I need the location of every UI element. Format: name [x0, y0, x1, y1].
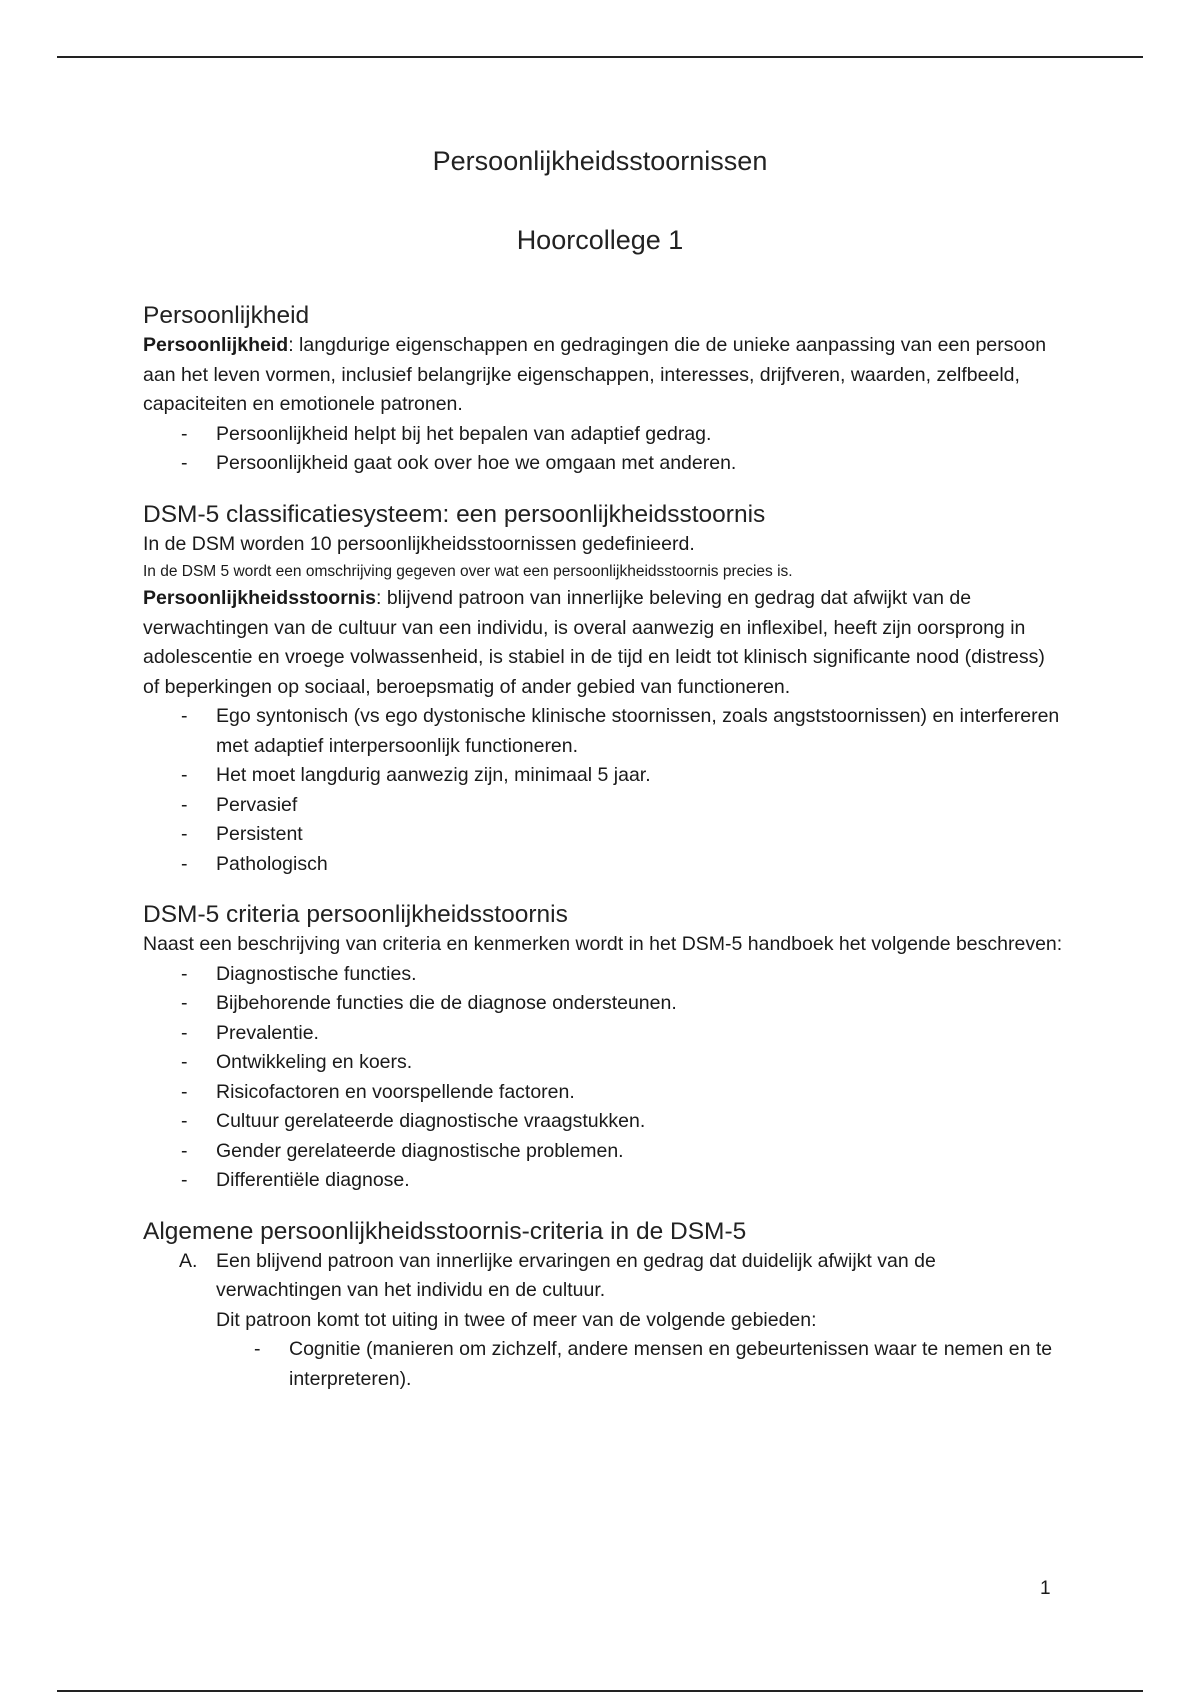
page-number: 1: [1040, 1578, 1051, 1599]
bottom-rule: [57, 1690, 1143, 1692]
section-dsm5-criteria: [143, 899, 1063, 1196]
document-subtitle: Hoorcollege 1: [516, 225, 684, 255]
section-heading: DSM-5 classificatiesysteem: een persoonlijkheidsstoornis: [143, 500, 766, 528]
document-title: Persoonlijkheidsstoornissen: [432, 146, 768, 176]
criterion-followup: Dit patroon komt tot uiting in twee of meer van de volgende gebieden:: [216, 1308, 817, 1331]
paragraph-small: In de DSM 5 wordt een omschrijving gegeven over wat een persoonlijkheidsstoornis precies is.: [143, 563, 793, 580]
list-item: - Persoonlijkheid gaat ook over hoe we omgaan met anderen.: [216, 449, 1063, 479]
definition-text: : langdurige eigenschappen en gedragingen die de unieke aanpassing van een persoon aan het leven vormen, inclusief belangrijke eigenschappen, interesses, drijfveren, waarden, zelfbeeld, capaciteiten en emotionele patronen.: [143, 334, 1047, 415]
list-item: - Pervasief: [216, 791, 1063, 821]
top-rule: [57, 56, 1143, 58]
definition-term: Persoonlijkheidsstoornis: [143, 587, 376, 609]
section-heading: DSM-5 criteria persoonlijkheidsstoornis: [143, 901, 568, 928]
list-item: - Risicofactoren en voorspellende factoren.: [216, 1078, 1063, 1108]
criterion-marker: A.: [179, 1249, 198, 1272]
list-item: - Cultuur gerelateerde diagnostische vraagstukken.: [216, 1107, 1063, 1137]
section-algemene-criteria: [143, 1216, 1063, 1395]
section-heading: Algemene persoonlijkheidsstoornis-criteria in de DSM-5: [143, 1217, 747, 1245]
definition-paragraph: [143, 331, 1063, 420]
list-item: - Persistent: [216, 820, 1063, 850]
definition-term: Persoonlijkheid: [143, 334, 289, 356]
bullet-list: [143, 702, 1063, 879]
criterion-text: Een blijvend patroon van innerlijke ervaringen en gedrag dat duidelijk afwijkt van de verwachtingen van het individu en de cultuur.: [216, 1249, 936, 1301]
list-item: - Diagnostische functies.: [216, 960, 1063, 990]
criterion-a: [179, 1247, 1063, 1395]
list-item: - Pathologisch: [216, 850, 1063, 880]
bullet-list: [143, 960, 1063, 1196]
section-persoonlijkheid: [143, 300, 1063, 479]
paragraph: Naast een beschrijving van criteria en kenmerken wordt in het DSM-5 handboek het volgende beschreven:: [143, 933, 1063, 955]
list-item: - Persoonlijkheid helpt bij het bepalen van adaptief gedrag.: [216, 420, 1063, 450]
list-item: - Bijbehorende functies die de diagnose ondersteunen.: [216, 989, 1063, 1019]
list-item: - Differentiële diagnose.: [216, 1166, 1063, 1196]
list-item: - Ontwikkeling en koers.: [216, 1048, 1063, 1078]
criteria-list: [143, 1247, 1063, 1395]
bullet-list: [143, 420, 1063, 479]
document-body: [143, 300, 1063, 1414]
sub-bullet-list: [216, 1335, 1063, 1394]
list-item: - Prevalentie.: [216, 1019, 1063, 1049]
section-heading: Persoonlijkheid: [143, 302, 310, 329]
list-item: - Het moet langdurig aanwezig zijn, minimaal 5 jaar.: [216, 761, 1063, 791]
list-item: - Gender gerelateerde diagnostische problemen.: [216, 1137, 1063, 1167]
section-dsm5-classificatie: [143, 499, 1063, 880]
definition-text: : blijvend patroon van innerlijke beleving en gedrag dat afwijkt van de verwachtingen van de cultuur van een individu, is overal aanwezig en inflexibel, heeft zijn oorsprong in adolescentie en vroege volwassenheid, is stabiel in de tijd en leidt tot klinisch significante nood (distress) of beperkingen op sociaal, beroepsmatig of ander gebied van functioneren.: [143, 587, 1045, 698]
definition-paragraph: [143, 584, 1063, 702]
paragraph: In de DSM worden 10 persoonlijkheidsstoornissen gedefinieerd.: [143, 532, 695, 555]
list-item: - Cognitie (manieren om zichzelf, andere mensen en gebeurtenissen waar te nemen en te interpreteren).: [289, 1335, 1063, 1394]
list-item: - Ego syntonisch (vs ego dystonische klinische stoornissen, zoals angststoornissen) en interfereren met adaptief interpersoonlijk functioneren.: [216, 702, 1063, 761]
